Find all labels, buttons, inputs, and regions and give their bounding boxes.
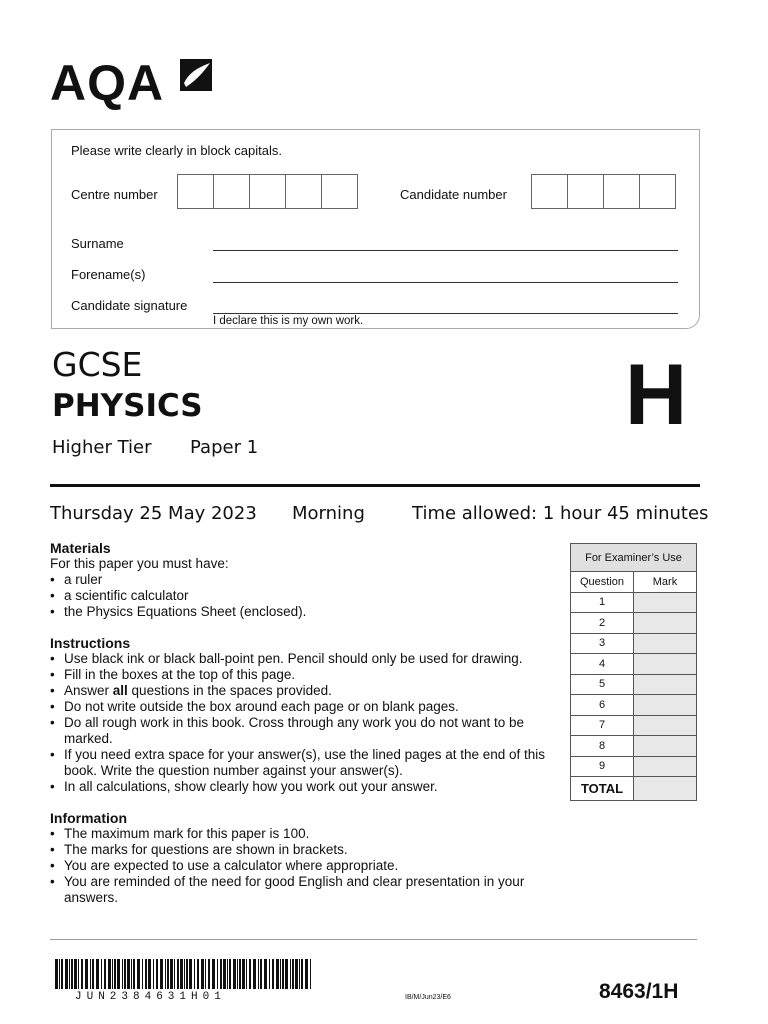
barcode-bar [269,959,270,989]
table-row [571,613,697,634]
centre-digit-box[interactable] [213,174,250,209]
forenames-label: Forename(s) [71,267,146,282]
barcode-bar [117,959,120,989]
time-allowed: Time allowed: 1 hour 45 minutes [412,503,709,524]
mark-cell [634,613,697,634]
barcode-bar [292,959,294,989]
barcode-bar [101,959,102,989]
question-number: 7 [571,715,634,736]
barcode-bar [272,959,274,989]
barcode-bar [305,959,308,989]
barcode-bar [212,959,215,989]
barcode-bar [142,959,143,989]
materials-item: • a scientific calculator [50,588,560,604]
table-row [571,592,697,613]
mark-cell [634,756,697,777]
barcode-bar [74,959,77,989]
barcode-bar [220,959,222,989]
barcode-bar [242,959,245,989]
barcode-bar [177,959,179,989]
barcode-bar [260,959,262,989]
barcode-bar [227,959,228,989]
table-row [571,633,697,654]
mark-cell [634,633,697,654]
barcode-bar [194,959,195,989]
question-number: 5 [571,674,634,695]
instruction-item: • Do not write outside the box around each page or on blank pages. [50,699,550,715]
barcode-bar [148,959,151,989]
barcode-bar [280,959,281,989]
table-row [571,654,697,675]
barcode-bar [184,959,185,989]
centre-number-label: Centre number [71,187,158,202]
candidate-number-label: Candidate number [400,187,507,202]
barcode-bar [249,959,251,989]
tier-label: Higher Tier [52,437,152,458]
centre-digit-box[interactable] [285,174,322,209]
barcode-bar [205,959,206,989]
barcode-bar [189,959,192,989]
candidate-digit-box[interactable] [603,174,640,209]
signature-field[interactable] [213,313,678,314]
barcode-bar [137,959,140,989]
barcode-bar [165,959,166,989]
barcode-bar [127,959,130,989]
barcode-bar [96,959,99,989]
mark-cell [634,695,697,716]
table-row [571,695,697,716]
barcode-bar [69,959,70,989]
barcode-bar [223,959,226,989]
barcode-bar [78,959,79,989]
instruction-item: • Do all rough work in this book. Cross through any work you do not want to be marked. [50,715,550,747]
information-item: • The marks for questions are shown in brackets. [50,842,530,858]
paper-reference: IB/M/Jun23/E6 [405,994,451,1001]
total-label: TOTAL [571,777,634,801]
barcode-bar [290,959,291,989]
barcode-bar [237,959,238,989]
exam-session: Morning [292,503,365,524]
instruction-item: • If you need extra space for your answer(s), use the lined pages at the end of this book. Write the question number against your answer(s). [50,747,550,779]
barcode-bar [85,959,88,989]
block-capitals-instruction: Please write clearly in block capitals. [71,143,282,158]
exam-date: Thursday 25 May 2023 [50,503,257,524]
forenames-field[interactable] [213,282,678,283]
materials-intro: For this paper you must have: [50,556,229,571]
barcode-bar [208,959,210,989]
barcode-bar [167,959,169,989]
surname-field[interactable] [213,250,678,251]
paper-code: 8463/1H [599,980,679,1003]
table-row [571,736,697,757]
information-item: • The maximum mark for this paper is 100. [50,826,530,842]
paper-label: Paper 1 [190,437,259,458]
table-row [571,674,697,695]
barcode-bar [246,959,247,989]
total-mark-cell [634,777,697,801]
declaration-text: I declare this is my own work. [213,315,364,327]
barcode-bar [301,959,303,989]
barcode-bar [122,959,123,989]
instruction-item: • Use black ink or black ball-point pen. Pencil should only be used for drawing. [50,651,550,667]
question-number: 9 [571,756,634,777]
barcode-bar [145,959,147,989]
barcode-bar [186,959,188,989]
barcode-bar [160,959,163,989]
barcode-bar [276,959,279,989]
barcode-bar [295,959,298,989]
aqa-logo-mark-icon [178,57,214,93]
mark-cell [634,674,697,695]
barcode-bar [61,959,63,989]
candidate-digit-box[interactable] [639,174,676,209]
barcode-bar [299,959,300,989]
mark-cell [634,592,697,613]
question-number: 8 [571,736,634,757]
table-row [571,756,697,777]
barcode-bar [131,959,132,989]
barcode-bar [55,959,58,989]
materials-item: • a ruler [50,572,560,588]
information-heading: Information [50,810,127,826]
barcode-bar [197,959,199,989]
signature-label: Candidate signature [71,298,188,313]
question-column-header: Question [571,572,634,593]
mark-cell [634,715,697,736]
barcode-bar [153,959,154,989]
mark-column-header: Mark [634,572,697,593]
footer-divider [50,939,697,940]
aqa-logo: AQA [50,55,165,111]
barcode-bar [112,959,113,989]
question-number: 4 [571,654,634,675]
question-number: 1 [571,592,634,613]
barcode-bar [174,959,175,989]
candidate-number-field[interactable] [532,174,676,209]
candidate-digit-box[interactable] [531,174,568,209]
question-number: 2 [571,613,634,634]
candidate-digit-box[interactable] [567,174,604,209]
barcode-bar [156,959,158,989]
barcode-bar [71,959,73,989]
information-item: • You are reminded of the need for good English and clear presentation in your answers. [50,874,530,906]
barcode-bar [217,959,218,989]
surname-label: Surname [71,236,124,251]
barcode-bar [233,959,236,989]
instruction-item: • Fill in the boxes at the top of this page. [50,667,550,683]
question-number: 3 [571,633,634,654]
barcode-bar [285,959,288,989]
information-item: • You are expected to use a calculator where appropriate. [50,858,530,874]
barcode-bar [108,959,111,989]
barcode-icon [55,959,313,989]
barcode-bar [124,959,126,989]
barcode-text: JUN2384631H01 [75,991,226,1003]
barcode-bar [59,959,60,989]
barcode-bar [114,959,116,989]
header-divider [50,484,700,487]
mark-cell [634,654,697,675]
table-row [571,715,697,736]
mark-cell [634,736,697,757]
materials-item: • the Physics Equations Sheet (enclosed). [50,604,560,620]
barcode-bar [282,959,284,989]
instruction-item: • In all calculations, show clearly how you work out your answer. [50,779,550,795]
materials-section [50,540,560,620]
examiner-use-table [570,543,697,801]
centre-digit-box[interactable] [321,174,358,209]
barcode-bar [253,959,256,989]
instructions-heading: Instructions [50,635,131,651]
examiner-table-title: For Examiner’s Use [571,544,697,572]
barcode-bar [201,959,204,989]
materials-heading: Materials [50,540,111,556]
qualification-title: GCSE [52,345,143,384]
instructions-section [50,635,550,795]
barcode-bar [310,959,311,989]
barcode-bar [239,959,241,989]
barcode-bar [170,959,173,989]
barcode-bar [180,959,183,989]
barcode-bar [65,959,68,989]
barcode-bar [81,959,83,989]
tier-letter: H [625,347,688,443]
barcode-bar [92,959,94,989]
barcode-bar [229,959,231,989]
subject-title: PHYSICS [52,388,203,424]
barcode-bar [90,959,91,989]
centre-digit-box[interactable] [177,174,214,209]
instruction-item: • Answer all questions in the spaces provided. [50,683,550,699]
barcode-bar [258,959,259,989]
information-section [50,810,530,906]
barcode-bar [104,959,106,989]
barcode-bar [133,959,135,989]
barcode-bar [264,959,267,989]
centre-number-field[interactable] [178,174,358,209]
centre-digit-box[interactable] [249,174,286,209]
question-number: 6 [571,695,634,716]
